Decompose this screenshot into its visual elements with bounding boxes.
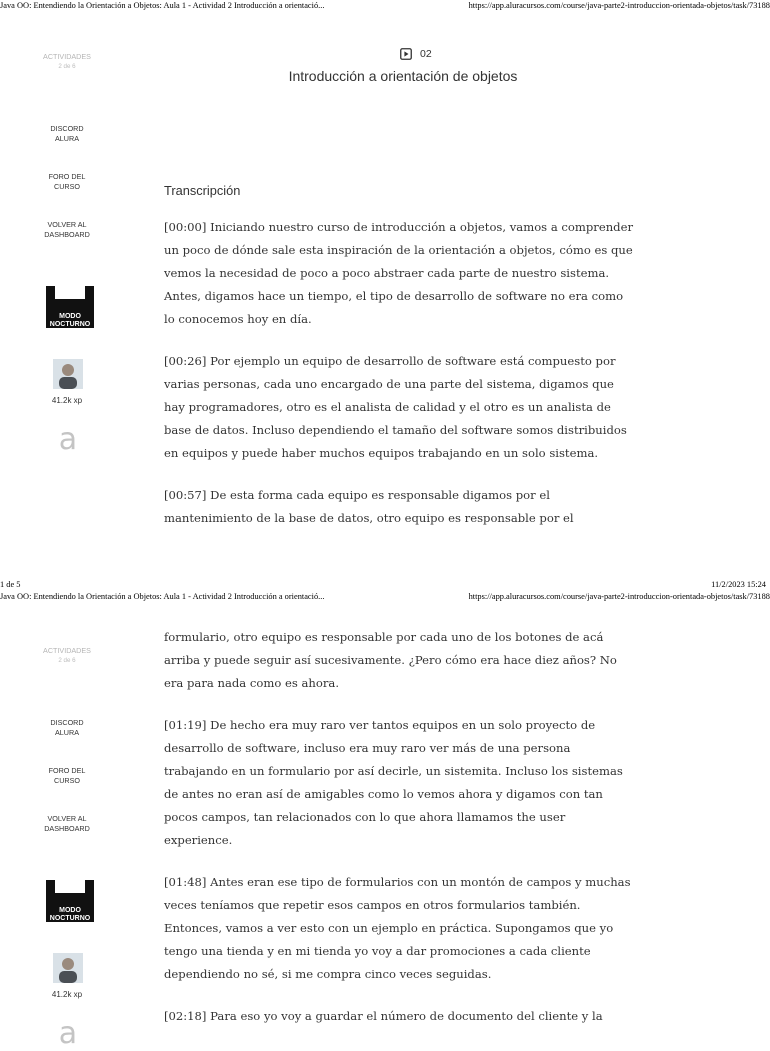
transcript-paragraph: [02:18] Para eso yo voy a guardar el número de documento del cliente y la	[164, 1009, 603, 1023]
transcript-heading: Transcripción	[164, 183, 241, 198]
discord-label: DISCORD	[50, 718, 84, 727]
discord-label: ALURA	[55, 727, 79, 737]
sidebar-back-to-dashboard[interactable]	[0, 220, 134, 239]
dashboard-label: DASHBOARD	[44, 823, 90, 833]
sidebar-back-to-dashboard[interactable]	[0, 814, 134, 833]
transcript-paragraph: [00:57] De esta forma cada equipo es responsable digamos por el mantenimiento de la base de datos, otro equipo es responsable por el	[164, 488, 574, 525]
sidebar-discord-alura[interactable]	[0, 718, 134, 737]
forum-label: CURSO	[54, 181, 80, 191]
sidebar-course-forum[interactable]	[0, 766, 134, 785]
transcript-paragraph: [00:00] Iniciando nuestro curso de introducción a objetos, vamos a comprender un poco de dónde sale esta inspiración de la orientación a objetos, cómo es que vemos la necesidad de poco a poco abstraer cada parte de nuestro sistema. Antes, digamos hace un tiempo, el tipo de desarrollo de software no era como lo conocemos hoy en día.	[164, 220, 633, 326]
avatar-image	[53, 359, 83, 389]
print-header-url: https://app.aluracursos.com/course/java-parte2-introduccion-orientada-objetos/task/73188	[468, 592, 770, 601]
avatar[interactable]	[53, 359, 83, 389]
dashboard-label: VOLVER AL	[47, 814, 87, 823]
avatar-image	[53, 953, 83, 983]
xp-counter: 41.2k xp	[51, 990, 83, 999]
video-icon	[400, 48, 412, 60]
activities-progress: 2 de 6	[58, 62, 76, 70]
sidebar-activities[interactable]	[0, 646, 134, 665]
sidebar-activities[interactable]	[0, 52, 134, 71]
sidebar	[0, 588, 134, 1051]
alura-logo-icon[interactable]: a	[58, 422, 78, 457]
transcript-body	[164, 216, 634, 549]
night-mode-label: MODO	[59, 313, 81, 320]
transcript-paragraph: [01:48] Antes eran ese tipo de formularios con un montón de campos y muchas veces teníamos que repetir esos campos en otros formularios también. Entonces, vamos a ver esto con un ejemplo en práctica. Supongamos que yo tengo una tienda y en mi tienda yo voy a dar promociones a cada cliente dependiendo no sé, si me compra cinco veces seguidas.	[164, 875, 631, 981]
transcript-paragraph: [01:19] De hecho era muy raro ver tantos equipos en un solo proyecto de desarrollo de software, incluso era muy raro ver más de una persona trabajando en un formulario por así decirle, un sistemita. Incluso los sistemas de antes no eran así de amigables como lo vemos ahora y digamos con tan pocos campos, tan relacionados con lo que ahora llamamos the user experience.	[164, 718, 623, 847]
discord-label: ALURA	[55, 133, 79, 143]
transcript-paragraph: formulario, otro equipo es responsable por cada uno de los botones de acá arriba y puede seguir así sucesivamente. ¿Pero cómo era hace diez años? No era para nada como es ahora.	[164, 630, 617, 690]
task-number	[400, 48, 432, 60]
sidebar	[0, 0, 134, 588]
avatar[interactable]	[53, 953, 83, 983]
task-number-text: 02	[420, 48, 432, 60]
night-mode-toggle[interactable]	[46, 880, 94, 922]
discord-label: DISCORD	[50, 124, 84, 133]
sidebar-discord-alura[interactable]	[0, 124, 134, 143]
transcript-paragraph: [00:26] Por ejemplo un equipo de desarrollo de software está compuesto por varias personas, cada uno encargado de una parte del sistema, digamos que hay programadores, otro es el analista de calidad y el otro es un analista de base de datos. Incluso dependiendo el tamaño del software somos distribuidos en equipos y puede haber muchos equipos trabajando en un solo sistema.	[164, 354, 627, 460]
night-mode-icon	[46, 286, 94, 328]
task-title: Introducción a orientación de objetos	[288, 68, 518, 84]
xp-counter: 41.2k xp	[51, 396, 83, 405]
night-mode-label: NOCTURNO	[49, 321, 91, 328]
dashboard-label: DASHBOARD	[44, 229, 90, 239]
print-header-title: Java OO: Entendiendo la Orientación a Objetos: Aula 1 - Actividad 2 Introducción a orientació...	[0, 1, 325, 10]
transcript-body	[164, 626, 634, 1047]
night-mode-label: NOCTURNO	[49, 915, 91, 922]
night-mode-toggle[interactable]	[46, 286, 94, 328]
night-mode-label: MODO	[59, 907, 81, 914]
print-page-count: 1 de 5	[0, 580, 21, 589]
activities-label: ACTIVIDADES	[43, 646, 91, 655]
forum-label: FORO DEL	[48, 172, 86, 181]
dashboard-label: VOLVER AL	[47, 220, 87, 229]
print-header-url: https://app.aluracursos.com/course/java-parte2-introduccion-orientada-objetos/task/73188	[468, 1, 770, 10]
forum-label: CURSO	[54, 775, 80, 785]
alura-logo-icon[interactable]: a	[58, 1016, 78, 1051]
print-header-title: Java OO: Entendiendo la Orientación a Objetos: Aula 1 - Actividad 2 Introducción a orientació...	[0, 592, 325, 601]
sidebar-course-forum[interactable]	[0, 172, 134, 191]
activities-label: ACTIVIDADES	[43, 52, 91, 61]
activities-progress: 2 de 6	[58, 656, 76, 664]
print-page-2	[0, 588, 770, 1051]
forum-label: FORO DEL	[48, 766, 86, 775]
night-mode-icon	[46, 880, 94, 922]
print-datetime: 11/2/2023 15:24	[711, 580, 766, 589]
